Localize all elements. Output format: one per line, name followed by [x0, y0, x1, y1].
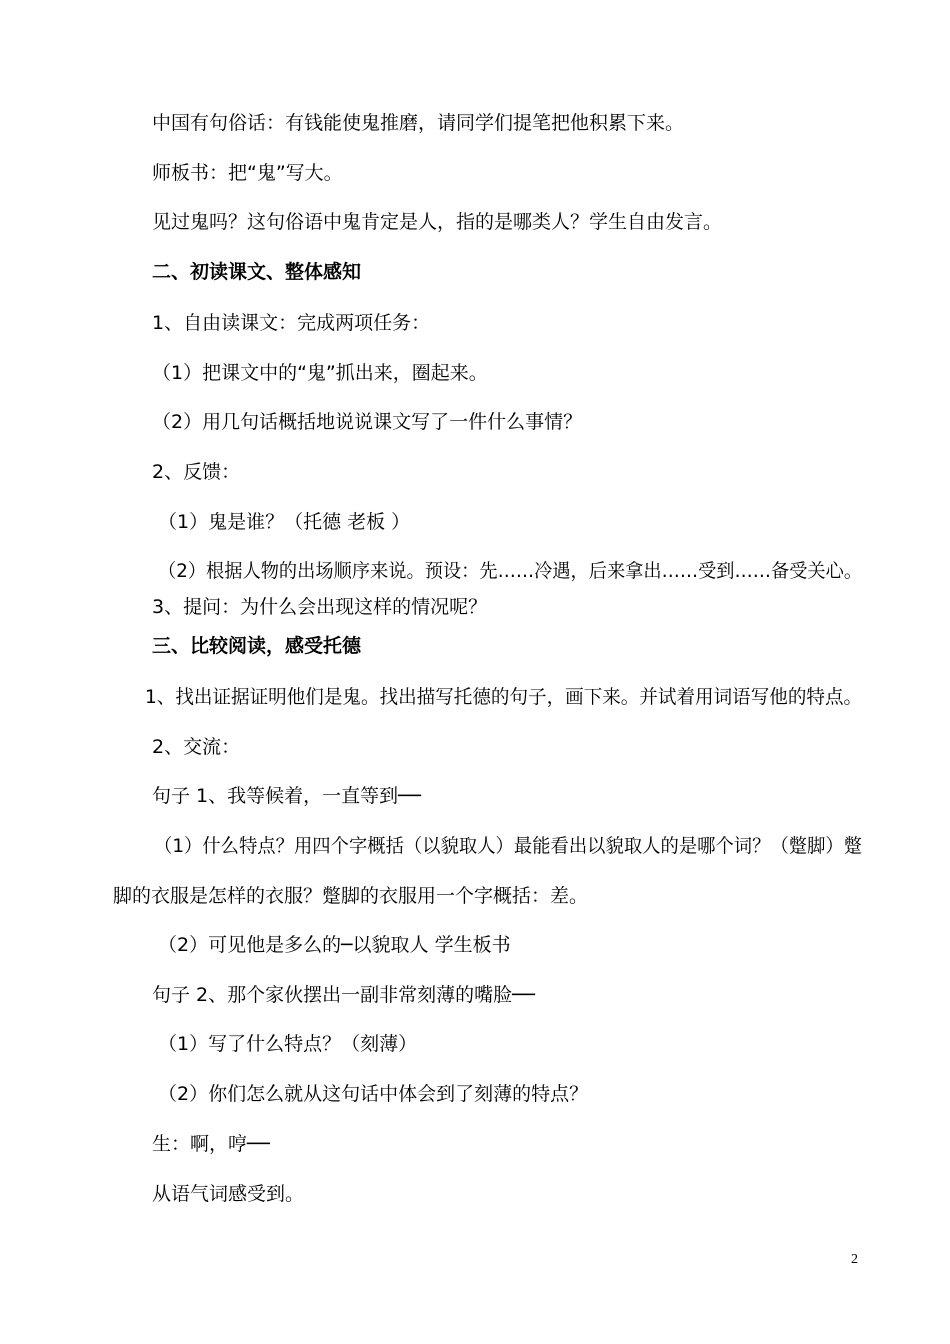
- text-line: （2）可见他是多么的─以貌取人 学生板书: [158, 934, 511, 956]
- text-line: 2、交流：: [152, 736, 241, 758]
- text-line: （1）鬼是谁？（托德 老板 ）: [158, 511, 411, 533]
- text-line: （2）你们怎么就从这句话中体会到了刻薄的特点？: [158, 1083, 589, 1105]
- text-line: （2）根据人物的出场顺序来说。预设：先……冷遇，后来拿出……受到……备受关心。: [158, 560, 863, 582]
- page-number: 2: [851, 1252, 858, 1267]
- text-line: （1）什么特点？用四个字概括（以貌取人）最能看出以貌取人的是哪个词？（蹩脚）蹩: [154, 835, 863, 857]
- text-line: 脚的衣服是怎样的衣服？蹩脚的衣服用一个字概括：差。: [113, 885, 589, 907]
- section-heading: 二、初读课文、整体感知: [152, 261, 362, 283]
- text-line: （2）用几句话概括地说说课文写了一件什么事情？: [152, 411, 583, 433]
- text-line: 3、提问：为什么会出现这样的情况呢？: [152, 596, 488, 618]
- text-line: 句子 1、我等候着，一直等到──: [152, 785, 422, 807]
- text-line: （1）写了什么特点？（刻薄）: [158, 1033, 418, 1055]
- text-line: 1、自由读课文：完成两项任务：: [152, 312, 431, 334]
- text-line: 从语气词感受到。: [152, 1183, 305, 1205]
- text-line: （1）把课文中的“鬼”抓出来，圈起来。: [152, 362, 488, 384]
- text-line: 生：啊，哼──: [152, 1133, 270, 1155]
- text-line: 师板书：把“鬼”写大。: [152, 162, 343, 184]
- text-line: 2、反馈：: [152, 461, 241, 483]
- text-line: 1、找出证据证明他们是鬼。找出描写托德的句子，画下来。并试着用词语写他的特点。: [145, 686, 863, 708]
- text-line: 句子 2、那个家伙摆出一副非常刻薄的嘴脸──: [152, 984, 536, 1006]
- text-line: 见过鬼吗？这句俗语中鬼肯定是人，指的是哪类人？学生自由发言。: [152, 211, 723, 233]
- section-heading: 三、比较阅读，感受托德: [152, 635, 362, 657]
- text-line: 中国有句俗话：有钱能使鬼推磨，请同学们提笔把他积累下来。: [152, 112, 685, 134]
